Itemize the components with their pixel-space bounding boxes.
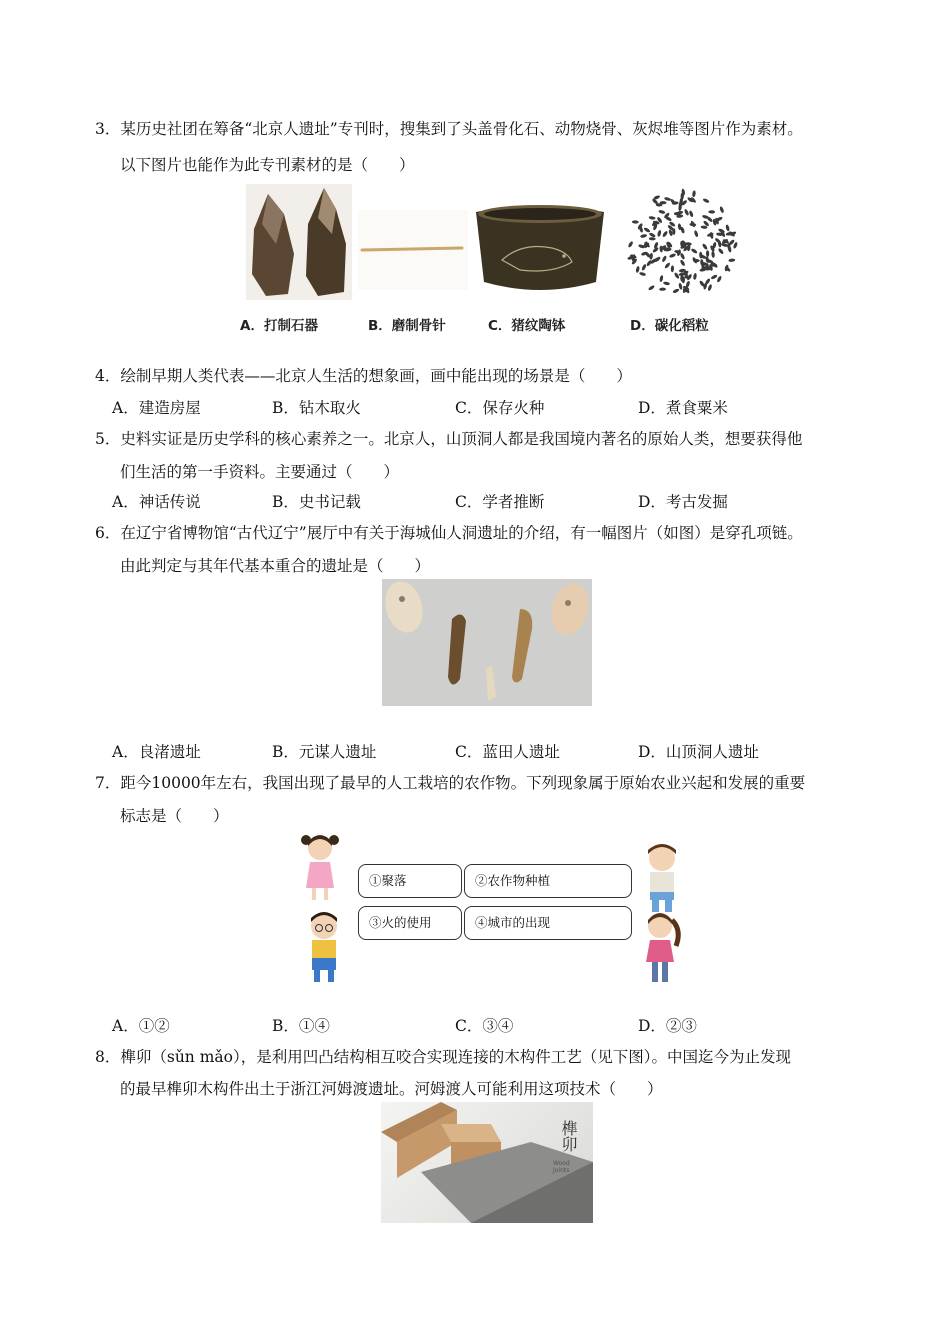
rice-grain bbox=[702, 263, 705, 270]
chipped-stone-tools-image bbox=[246, 184, 352, 300]
q5-option-c: C．学者推断 bbox=[455, 493, 545, 511]
q6-stem-line2: 由此判定与其年代基本重合的遗址是（ ） bbox=[120, 557, 431, 575]
bone-needle-image bbox=[358, 210, 468, 290]
q6-option-a: A．良渚遗址 bbox=[112, 743, 201, 761]
mortise-tenon-image bbox=[381, 1102, 593, 1223]
q4-option-d: D．煮食粟米 bbox=[638, 399, 728, 417]
q3-caption-b: B．磨制骨针 bbox=[368, 318, 446, 334]
wood-joint-title: 榫卯 bbox=[559, 1120, 578, 1152]
q3-figure bbox=[238, 180, 758, 340]
q5-option-a: A．神话传说 bbox=[112, 493, 201, 511]
q8-stem-line1: 8．榫卯（sǔn mǎo），是利用凹凸结构相互咬合实现连接的木构件工艺（见下图）。中国迄今为止发现 bbox=[95, 1048, 791, 1066]
q4-option-c: C．保存火种 bbox=[455, 399, 545, 417]
pig-pottery-bowl-image bbox=[472, 200, 608, 300]
q7-figure bbox=[296, 830, 688, 988]
q3-caption-a: A．打制石器 bbox=[240, 318, 318, 334]
bubble-crop-planting: ②农作物种植 bbox=[464, 864, 632, 898]
q5-stem-line1: 5．史料实证是历史学科的核心素养之一。北京人，山顶洞人都是我国境内著名的原始人类，想要获得他 bbox=[95, 430, 803, 448]
q3-stem-line2: 以下图片也能作为此专刊素材的是（ ） bbox=[120, 156, 415, 174]
bubble-city-emergence: ④城市的出现 bbox=[464, 906, 632, 940]
bubble-settlement: ①聚落 bbox=[358, 864, 462, 898]
q4-option-b: B．钻木取火 bbox=[272, 399, 361, 417]
q3-stem-line1: 3．某历史社团在筹备“北京人遗址”专刊时，搜集到了头盖骨化石、动物烧骨、灰烬堆等图片作为素材。 bbox=[95, 120, 803, 138]
boy-right-cartoon-icon bbox=[636, 842, 684, 914]
carbonized-rice-image bbox=[612, 184, 752, 304]
girl-right-cartoon-icon bbox=[636, 910, 684, 986]
perforated-necklace-image bbox=[382, 579, 592, 706]
girl-cartoon-icon bbox=[300, 832, 346, 904]
q5-option-b: B．史书记载 bbox=[272, 493, 361, 511]
q4-stem-line1: 4．绘制早期人类代表——北京人生活的想象画，画中能出现的场景是（ ） bbox=[95, 367, 632, 385]
q7-option-c: C．③④ bbox=[455, 1017, 514, 1035]
q3-caption-c: C．猪纹陶钵 bbox=[488, 318, 566, 334]
q3-caption-d: D．碳化稻粒 bbox=[630, 318, 709, 334]
q6-stem-line1: 6．在辽宁省博物馆“古代辽宁”展厅中有关于海城仙人洞遗址的介绍，有一幅图片（如图）是穿孔项链。 bbox=[95, 524, 803, 542]
q6-option-d: D．山顶洞人遗址 bbox=[638, 743, 759, 761]
boy-cartoon-icon bbox=[302, 908, 348, 984]
q8-stem-line2: 的最早榫卯木构件出土于浙江河姆渡遗址。河姆渡人可能利用这项技术（ ） bbox=[120, 1080, 663, 1098]
q7-option-d: D．②③ bbox=[638, 1017, 697, 1035]
q7-option-a: A．①② bbox=[112, 1017, 170, 1035]
q7-stem-line1: 7．距今10000年左右，我国出现了最早的人工栽培的农作物。下列现象属于原始农业兴起和发展的重要 bbox=[95, 774, 806, 792]
q6-option-c: C．蓝田人遗址 bbox=[455, 743, 560, 761]
q6-option-b: B．元谋人遗址 bbox=[272, 743, 377, 761]
bubble-use-of-fire: ③火的使用 bbox=[358, 906, 462, 940]
q7-stem-line2: 标志是（ ） bbox=[120, 807, 229, 825]
q7-option-b: B．①④ bbox=[272, 1017, 330, 1035]
q5-option-d: D．考古发掘 bbox=[638, 493, 728, 511]
q4-option-a: A．建造房屋 bbox=[112, 399, 201, 417]
q5-stem-line2: 们生活的第一手资料。主要通过（ ） bbox=[120, 463, 400, 481]
wood-joint-subtitle: Wood Joints bbox=[553, 1160, 570, 1174]
